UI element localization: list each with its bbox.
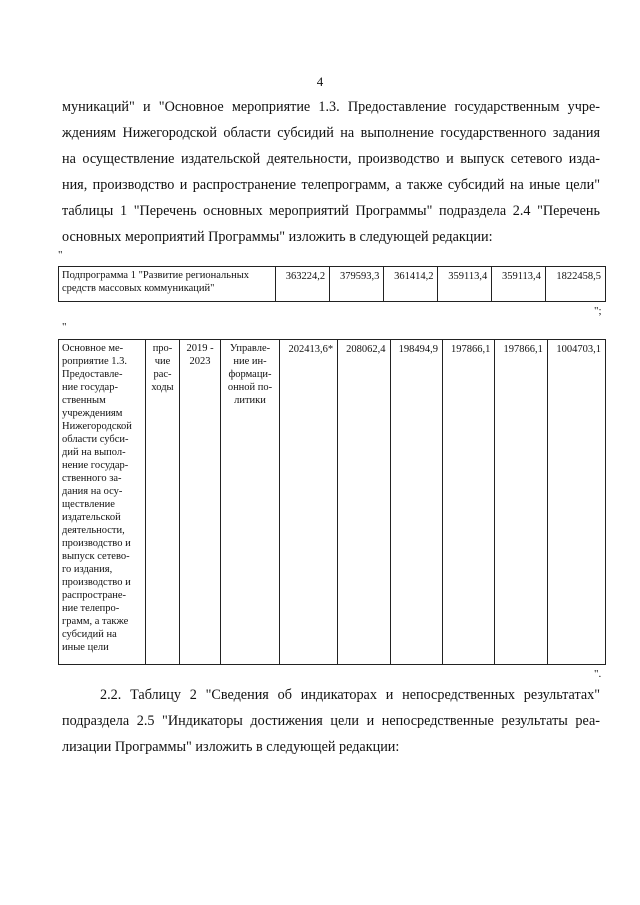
value-cell: 359113,4 [492, 267, 546, 302]
open-quote-mark: " [62, 321, 67, 333]
value-cell: 198494,9 [390, 340, 442, 665]
value-cell: 1004703,1 [547, 340, 605, 665]
table-row [59, 267, 606, 302]
text-line: ния, производство и распространение телепрограмм, а также субсидий на иные цели" [62, 177, 600, 193]
text-line: на осуществление издательской деятельности, производство и выпуск сетевого изда- [62, 151, 600, 167]
value-cell: 197866,1 [442, 340, 494, 665]
text-line: основных мероприятий Программы" изложить в следующей редакции: [62, 229, 493, 245]
value-cell: 208062,4 [338, 340, 390, 665]
text-line: таблицы 1 "Перечень основных мероприятий Программы" подраздела 2.4 "Перечень [62, 203, 600, 219]
text-line: ждениям Нижегородской области субсидий на выполнение государственного задания [62, 125, 600, 141]
period-cell: 2019 - 2023 [180, 340, 221, 665]
intro-paragraph [62, 94, 600, 250]
text-line: 2.2. Таблицу 2 "Сведения об индикаторах и непосредственных результатах" [100, 687, 600, 703]
value-cell: 363224,2 [276, 267, 330, 302]
section-2-2-paragraph [62, 682, 600, 760]
value-cell: 1822458,5 [545, 267, 605, 302]
table-row [59, 340, 606, 665]
activity-name-cell: Основное ме- роприятие 1.3. Предоставле- ние государ- ственным учреждениям Нижегородской области субси- дий на выпол- нение государ- ственного за- дания на осу- ществление издательской деятельности, производство и выпуск сетево- го издания, производство и распростране- ние телепро- грамм, а также субсидий на иные цели [59, 340, 146, 665]
value-cell: 361414,2 [384, 267, 438, 302]
value-cell: 359113,4 [438, 267, 492, 302]
value-cell: 197866,1 [495, 340, 547, 665]
close-quote-mark: ". [594, 668, 602, 680]
main-activity-table [58, 339, 606, 665]
subprogram-table [58, 266, 606, 302]
value-cell: 202413,6* [280, 340, 338, 665]
close-quote-mark: "; [594, 305, 602, 317]
text-line: лизации Программы" изложить в следующей редакции: [62, 739, 400, 755]
page-number: 4 [316, 74, 324, 89]
text-line: подраздела 2.5 "Индикаторы достижения цели и непосредственные результаты реа- [62, 713, 600, 729]
subprogram-label-cell: Подпрограмма 1 "Развитие региональных средств массовых коммуникаций" [59, 267, 276, 302]
value-cell: 379593,3 [330, 267, 384, 302]
expense-category-cell: про- чие рас- ходы [146, 340, 180, 665]
text-line: муникаций" и "Основное мероприятие 1.3. Предоставление государственным учре- [62, 99, 600, 115]
executor-cell: Управле- ние ин- формаци- онной по- литики [221, 340, 280, 665]
open-quote-mark: " [58, 249, 63, 261]
